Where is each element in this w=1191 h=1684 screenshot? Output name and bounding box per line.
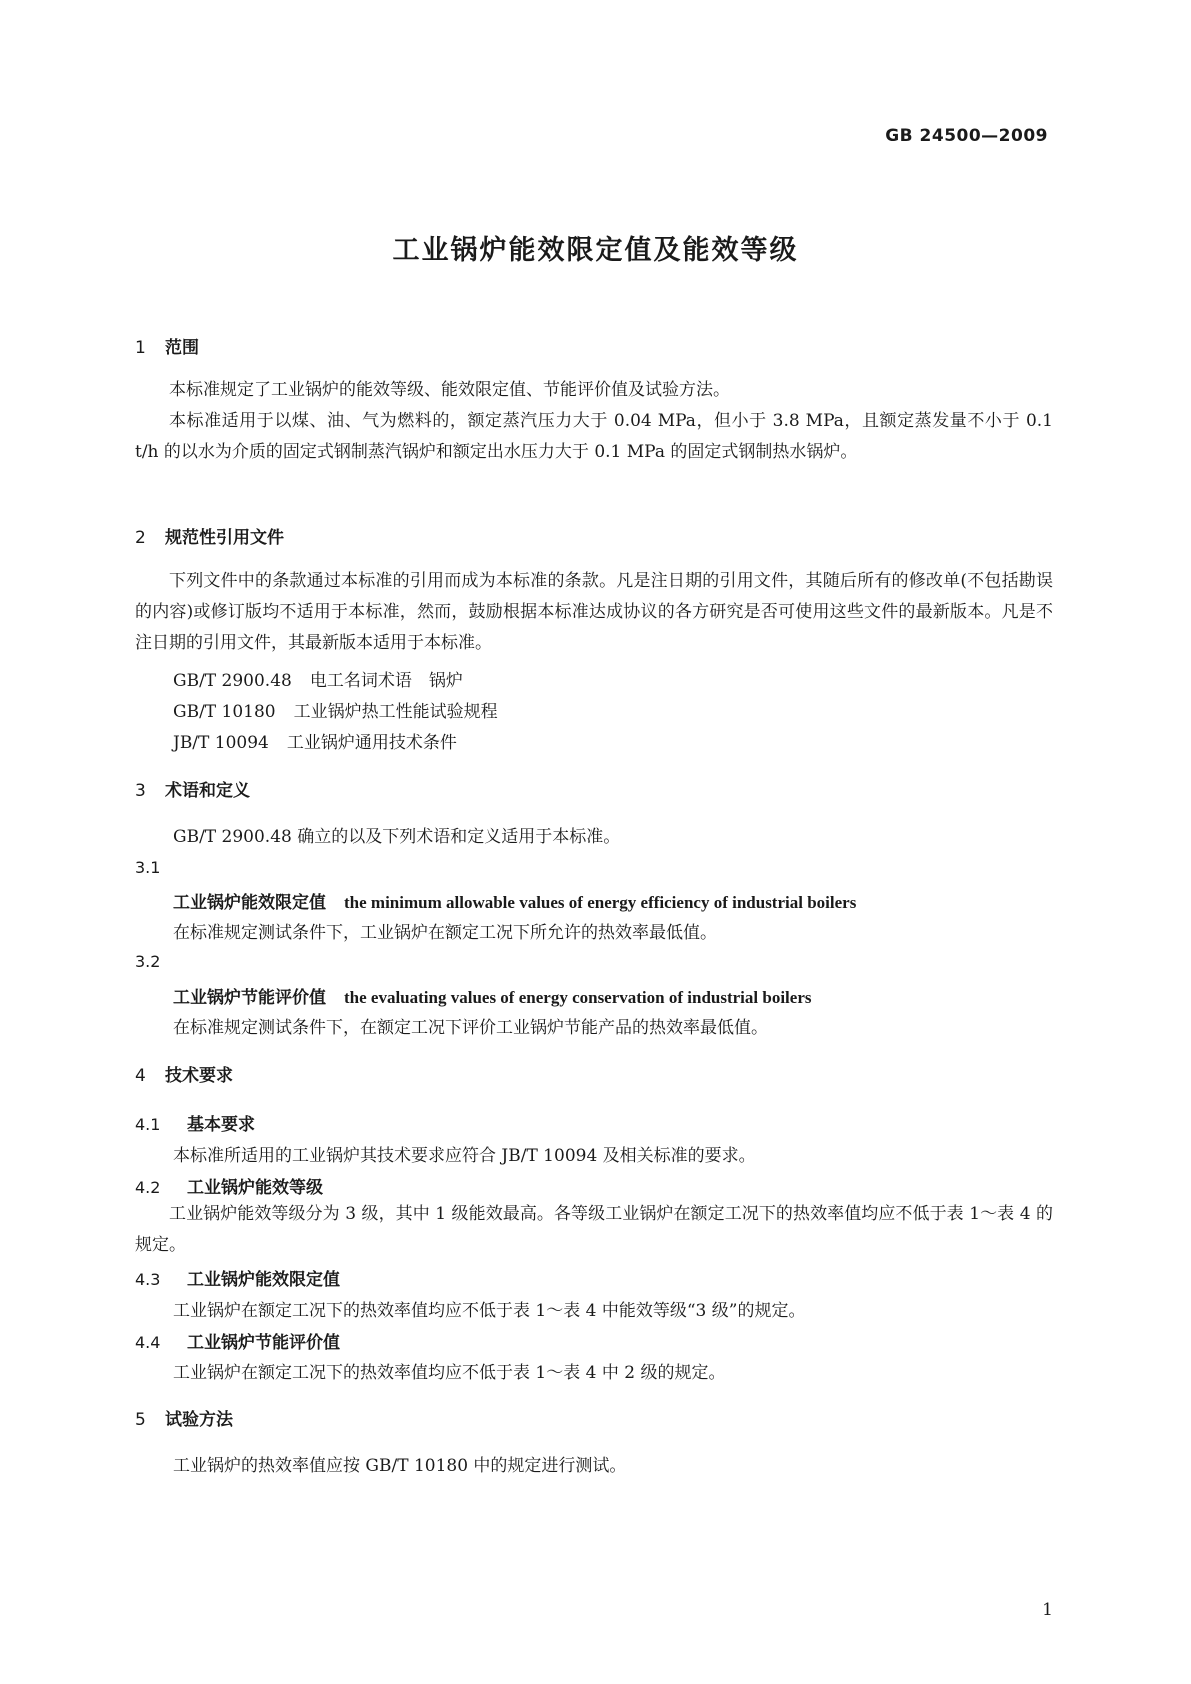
reference-item: [173, 728, 457, 753]
section-title: 技术要求: [165, 1066, 233, 1086]
section-2-para-1: 下列文件中的条款通过本标准的引用而成为本标准的条款。凡是注日期的引用文件，其随后所有的修改单(不包括勘误的内容)或修订版均不适用于本标准，然而，鼓励根据本标准达成协议的各方研究是否可使用这些文件的最新版本。凡是不注日期的引用文件，其最新版本适用于本标准。: [135, 571, 1053, 653]
document-title: 工业锅炉能效限定值及能效等级: [392, 235, 799, 266]
reference-code: GB/T 10180: [173, 702, 276, 722]
subsection-number: 4.2: [135, 1178, 161, 1197]
subsection-4-1-heading: [135, 1110, 255, 1135]
term-number: 3.1: [135, 858, 161, 877]
section-number: 1: [135, 338, 146, 358]
section-title: 范围: [165, 338, 199, 358]
subsection-number: 4.1: [135, 1115, 161, 1134]
term-name-en: the minimum allowable values of energy efficiency of industrial boilers: [344, 893, 857, 912]
section-number: 2: [135, 528, 146, 548]
standard-code: GB 24500—2009: [885, 126, 1048, 146]
term-definition: 在标准规定测试条件下，在额定工况下评价工业锅炉节能产品的热效率最低值。: [173, 1018, 768, 1038]
reference-title: 工业锅炉通用技术条件: [286, 733, 457, 753]
subsection-number: 4.4: [135, 1333, 161, 1352]
section-title: 术语和定义: [165, 781, 250, 801]
term-number: 3.2: [135, 952, 161, 971]
reference-code: JB/T 10094: [173, 733, 269, 753]
term-name-zh: 工业锅炉能效限定值: [173, 893, 326, 913]
subsection-title: 工业锅炉能效等级: [187, 1178, 323, 1198]
section-5-heading: [135, 1405, 233, 1430]
term-3-1: [173, 888, 856, 913]
term-name-zh: 工业锅炉节能评价值: [173, 988, 326, 1008]
section-3-heading: [135, 776, 250, 801]
reference-title: 工业锅炉热工性能试验规程: [293, 702, 498, 722]
subsection-4-4-text: 工业锅炉在额定工况下的热效率值均应不低于表 1～表 4 中 2 级的规定。: [173, 1363, 726, 1383]
subsection-title: 基本要求: [187, 1115, 255, 1135]
section-1-para-1: 本标准规定了工业锅炉的能效等级、能效限定值、节能评价值及试验方法。: [169, 380, 730, 400]
subsection-4-2-heading: [135, 1173, 323, 1198]
term-3-2: [173, 983, 811, 1008]
reference-code: GB/T 2900.48: [173, 671, 292, 691]
reference-title: 电工名词术语 锅炉: [309, 671, 463, 691]
section-number: 3: [135, 781, 146, 801]
subsection-title: 工业锅炉能效限定值: [187, 1270, 340, 1290]
subsection-4-1-text: 本标准所适用的工业锅炉其技术要求应符合 JB/T 10094 及相关标准的要求。: [173, 1146, 756, 1166]
section-3-para-1: GB/T 2900.48 确立的以及下列术语和定义适用于本标准。: [173, 827, 621, 847]
section-number: 4: [135, 1066, 146, 1086]
section-number: 5: [135, 1410, 146, 1430]
section-4-heading: [135, 1061, 233, 1086]
section-1-heading: [135, 333, 199, 358]
section-5-text: 工业锅炉的热效率值应按 GB/T 10180 中的规定进行测试。: [173, 1456, 627, 1476]
subsection-4-3-text: 工业锅炉在额定工况下的热效率值均应不低于表 1～表 4 中能效等级“3 级”的规定。: [173, 1301, 806, 1321]
term-name-en: the evaluating values of energy conservation of industrial boilers: [344, 988, 812, 1007]
subsection-number: 4.3: [135, 1270, 161, 1289]
subsection-4-4-heading: [135, 1328, 340, 1353]
reference-item: [173, 666, 463, 691]
section-1-para-2: 本标准适用于以煤、油、气为燃料的，额定蒸汽压力大于 0.04 MPa，但小于 3.8 MPa，且额定蒸发量不小于 0.1 t/h 的以水为介质的固定式钢制蒸汽锅炉和额定出水压力大于 0.1 MPa 的固定式钢制热水锅炉。: [135, 411, 1053, 462]
section-2-heading: [135, 523, 284, 548]
subsection-title: 工业锅炉节能评价值: [187, 1333, 340, 1353]
term-definition: 在标准规定测试条件下，工业锅炉在额定工况下所允许的热效率最低值。: [173, 923, 717, 943]
section-title: 规范性引用文件: [165, 528, 284, 548]
reference-item: [173, 697, 498, 722]
subsection-4-3-heading: [135, 1265, 340, 1290]
section-title: 试验方法: [165, 1410, 233, 1430]
subsection-4-2-text: 工业锅炉能效等级分为 3 级，其中 1 级能效最高。各等级工业锅炉在额定工况下的热效率值均应不低于表 1～表 4 的规定。: [135, 1204, 1053, 1255]
page-number: 1: [1042, 1600, 1053, 1620]
